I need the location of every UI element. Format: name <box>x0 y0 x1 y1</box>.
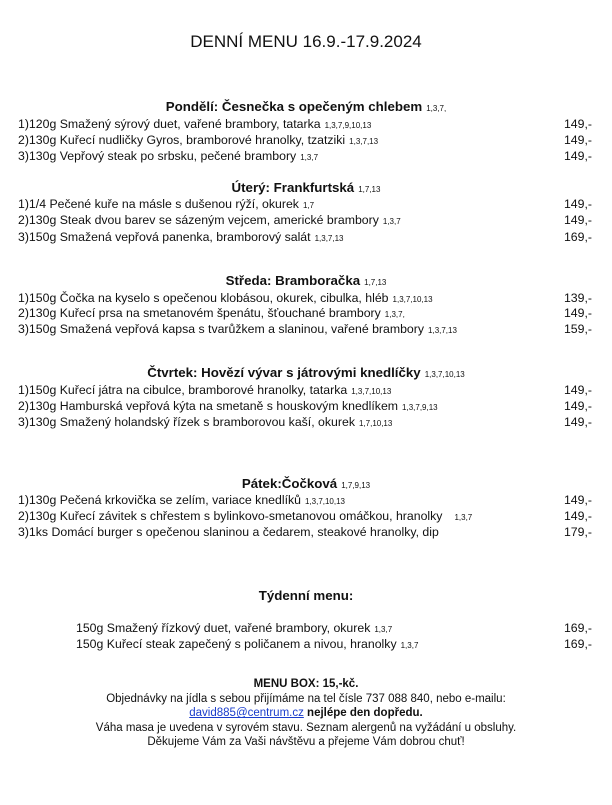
weekly-item <box>76 621 392 635</box>
menu-item <box>18 117 371 131</box>
menu-item <box>18 509 472 523</box>
menu-item <box>18 149 318 163</box>
item-price: 179,- <box>563 525 592 539</box>
email-line <box>0 706 612 721</box>
email-link[interactable]: david885@centrum.cz <box>189 707 304 720</box>
item-price: 159,- <box>563 322 592 336</box>
item-text: 2)130g Kuřecí prsa na smetanovém špenátu, šťouchané brambory <box>18 306 381 320</box>
item-price: 139,- <box>563 291 592 305</box>
menu-item <box>18 415 392 429</box>
day-heading-monday <box>0 99 612 114</box>
item-allergens: 1,3,7 <box>300 153 319 162</box>
page-title: DENNÍ MENU 16.9.-17.9.2024 <box>190 32 422 51</box>
menu-item <box>18 493 345 507</box>
item-text: 2)130g Kuřecí nudličky Gyros, bramborové hranolky, tzatziki <box>18 133 346 147</box>
menu-item <box>18 322 457 336</box>
item-allergens: 1,3,7, <box>384 310 405 319</box>
item-price: 149,- <box>563 149 592 163</box>
item-text: 1)120g Smažený sýrový duet, vařené brambory, tatarka <box>18 117 321 131</box>
item-text: 3)150g Smažená vepřová kapsa s tvarůžkem a slaninou, vařené brambory <box>18 322 425 336</box>
item-text: 3)130g Smažený holandský řízek s bramborovou kaší, okurek <box>18 415 355 429</box>
item-price: 149,- <box>563 399 592 413</box>
item-text: 1)150g Čočka na kyselo s opečenou klobásou, okurek, cibulka, hléb <box>18 291 389 305</box>
item-allergens: 1,3,7,13 <box>349 137 379 146</box>
item-price: 149,- <box>563 197 592 211</box>
item-text: 1)150g Kuřecí játra na cibulce, bramborové hranolky, tatarka <box>18 383 348 397</box>
day-title: Středa: Bramboračka <box>225 273 361 288</box>
item-allergens: 1,3,7 <box>374 625 393 634</box>
footer <box>0 677 612 750</box>
item-allergens: 1,7,10,13 <box>358 419 393 428</box>
menu-item <box>18 383 391 397</box>
item-price: 149,- <box>563 415 592 429</box>
day-heading-tuesday <box>0 180 612 195</box>
weekly-item <box>76 637 418 651</box>
item-allergens: 1,3,7 <box>400 641 419 650</box>
day-heading-wednesday <box>0 273 612 288</box>
item-allergens: 1,3,7,9,13 <box>402 403 438 412</box>
day-title: Pátek:Čočková <box>241 476 338 491</box>
menu-item <box>18 230 344 244</box>
menu-item <box>18 306 405 320</box>
item-allergens: 1,3,7,10,13 <box>304 497 346 506</box>
menu-item <box>18 197 314 211</box>
item-allergens: 1,3,7 <box>382 217 401 226</box>
day-allergens: 1,7,9,13 <box>341 481 371 490</box>
orders-note: Objednávky na jídla s sebou přijímáme na tel čísle 737 088 840, nebo e-mailu: <box>106 692 506 705</box>
item-text: 2)130g Kuřecí závitek s chřestem s bylinkovo-smetanovou omáčkou, hranolky <box>18 509 443 523</box>
item-price: 149,- <box>563 117 592 131</box>
item-price: 149,- <box>563 213 592 227</box>
day-allergens: 1,7,13 <box>358 185 381 194</box>
weekly-menu-heading: Týdenní menu: <box>258 588 354 603</box>
item-allergens: 1,3,7 <box>454 513 473 522</box>
menu-item <box>18 291 433 305</box>
item-allergens: 1,3,7,10,13 <box>392 295 433 304</box>
item-allergens: 1,7 <box>302 201 315 210</box>
menu-item <box>18 213 401 227</box>
item-price: 149,- <box>563 493 592 507</box>
item-allergens: 1,3,7,10,13 <box>351 387 392 396</box>
day-heading-friday <box>0 476 612 491</box>
menu-item <box>18 133 378 147</box>
item-price: 169,- <box>563 621 592 635</box>
item-text: 1)1/4 Pečené kuře na másle s dušenou rýží, okurek <box>18 197 299 211</box>
item-allergens: 1,3,7,9,10,13 <box>324 121 372 130</box>
item-price: 149,- <box>563 509 592 523</box>
day-allergens: 1,7,13 <box>364 278 387 287</box>
item-price: 169,- <box>563 230 592 244</box>
item-text: 2)130g Hamburská vepřová kýta na smetaně s houskovým knedlíkem <box>18 399 399 413</box>
item-price: 149,- <box>563 133 592 147</box>
item-text: 3)150g Smažená vepřová panenka, bramborový salát <box>18 230 311 244</box>
item-text: 3)1ks Domácí burger s opečenou slaninou a čedarem, steakové hranolky, dip <box>18 525 439 539</box>
weight-note: Váha masa je uvedena v syrovém stavu. Seznam alergenů na vyžádání u obsluhy. <box>95 721 517 734</box>
item-allergens: 1,3,7,13 <box>428 326 457 335</box>
thanks-note: Děkujeme Vám za Vaši návštěvu a přejeme Vám dobrou chuť! <box>147 736 465 749</box>
item-text: 2)130g Steak dvou barev se sázeným vejcem, americké brambory <box>18 213 379 227</box>
day-title: Čtvrtek: Hovězí vývar s játrovými knedlíčky <box>147 365 421 380</box>
menu-item <box>18 399 438 413</box>
item-text: 1)130g Pečená krkovička se zelím, variace knedlíků <box>18 493 301 507</box>
item-price: 149,- <box>563 306 592 320</box>
deadline-note: nejlépe den dopředu. <box>303 707 423 720</box>
day-allergens: 1,3,7,10,13 <box>424 370 465 379</box>
item-price: 169,- <box>563 637 592 651</box>
item-allergens: 1,3,7,13 <box>314 234 344 243</box>
item-text: 150g Kuřecí steak zapečený s poličanem a nivou, hranolky <box>76 637 397 651</box>
menu-item <box>18 525 439 539</box>
item-text: 150g Smažený řízkový duet, vařené brambory, okurek <box>76 621 371 635</box>
item-text: 3)130g Vepřový steak po srbsku, pečené brambory <box>18 149 297 163</box>
item-price: 149,- <box>563 383 592 397</box>
menu-box-note: MENU BOX: 15,-kč. <box>253 678 359 690</box>
day-heading-thursday <box>0 365 612 380</box>
day-title: Pondělí: Česnečka s opečeným chlebem <box>165 99 423 114</box>
day-title: Úterý: Frankfurtská <box>231 180 355 195</box>
day-allergens: 1,3,7, <box>426 104 447 113</box>
